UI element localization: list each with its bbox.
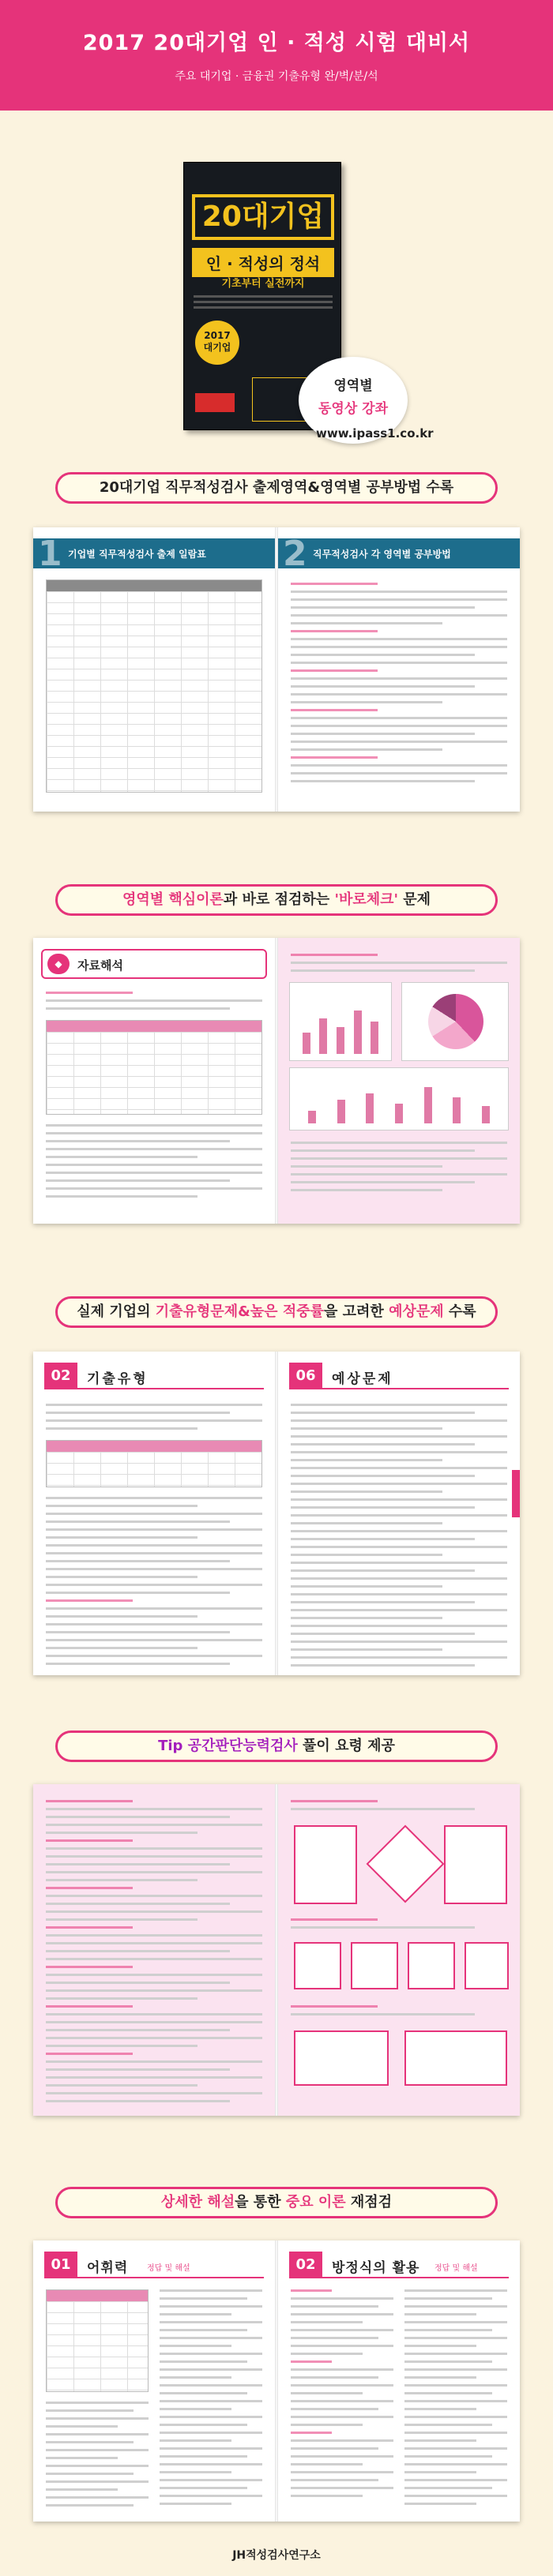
section-title-1 [55, 472, 498, 504]
spread-1-left-page [33, 527, 275, 812]
explanation-text [160, 2289, 262, 2510]
page-heading-sub: 정답 및 해설 [147, 2264, 190, 2273]
question-table [46, 1440, 262, 1487]
spread-3-right-page [278, 1352, 520, 1675]
page-heading-bar [41, 949, 267, 979]
banner-title: 2017 20대기업 인 · 적성 시험 대비서 [82, 31, 471, 55]
book-title: 20대기업 [192, 194, 334, 240]
figure-shape [444, 1825, 507, 1904]
tip-text [46, 1800, 262, 2108]
promo-line-2: 동영상 강좌 [318, 401, 389, 417]
book-description-lines [194, 295, 333, 312]
page-heading-bar [33, 534, 275, 574]
spread-5 [33, 2240, 520, 2522]
page-heading-bar [289, 2252, 509, 2278]
spread-1-right-page [278, 527, 520, 812]
solution-text-2 [404, 2289, 507, 2510]
figure-shape [367, 1825, 445, 1903]
page-heading: 직무적성검사 각 영역별 공부방법 [313, 549, 451, 560]
year-badge [195, 321, 239, 365]
spread-1 [33, 527, 520, 812]
pie-chart-figure [401, 982, 509, 1061]
top-banner [0, 0, 553, 111]
spatial-question-text-2 [291, 1918, 507, 1934]
page-number: 02 [289, 2252, 322, 2278]
page-heading: 기업별 직무적성검사 출제 일람표 [68, 549, 206, 560]
book-subtitle-2: 기초부터 실전까지 [221, 278, 305, 290]
figure-shape [294, 1942, 341, 1989]
spread-3 [33, 1352, 520, 1675]
section-3-heading-c: 을 고려한 [324, 1303, 389, 1320]
publisher-footer: JH적성검사연구소 [232, 2549, 321, 2562]
spread-2-right-page [278, 938, 520, 1224]
section-5-heading-a: 상세한 해설 [160, 2194, 235, 2210]
section-2-heading-b: 과 바로 점검하는 [223, 891, 335, 908]
area-chart-figure [289, 1067, 509, 1131]
page-heading-sub: 정답 및 해설 [434, 2264, 478, 2273]
publisher-logo [195, 393, 235, 412]
section-2-heading-d: 문제 [398, 891, 431, 908]
section-3-heading-d: 예상문제 [389, 1303, 444, 1320]
figure-shape [294, 1825, 357, 1904]
expected-question-text [291, 1404, 507, 1672]
section-1-heading: 20대기업 직무적성검사 출제영역&영역별 공부방법 수록 [99, 479, 454, 496]
chapter-icon: ◆ [47, 954, 70, 974]
spread-3-left-page [33, 1352, 275, 1675]
section-5-heading-b: 을 통한 [235, 2194, 286, 2210]
chapter-side-tab [512, 1470, 520, 1517]
section-2-heading-a: 영역별 핵심이론 [122, 891, 224, 908]
page-number: 2 [283, 534, 307, 574]
website-link[interactable]: www.ipass1.co.kr [316, 426, 434, 441]
spread-5-left-page [33, 2240, 275, 2522]
figure-shape [465, 1942, 509, 1989]
section-3-heading-e: 수록 [443, 1303, 476, 1320]
spread-2 [33, 938, 520, 1224]
page-heading-bar [289, 1363, 509, 1389]
section-title-2 [55, 884, 498, 916]
section-3-heading-a: 실제 기업의 [77, 1303, 156, 1320]
page-heading-bar [278, 534, 520, 574]
spread-4-right-page [278, 1784, 520, 2116]
spread-4-left-page [33, 1784, 275, 2116]
section-4-heading-a: Tip 공간판단능력검사 [158, 1738, 298, 1754]
page-heading: 기출유형 [87, 1371, 149, 1387]
page-heading-bar [44, 2252, 264, 2278]
section-3-heading-b: 기출유형문제&높은 적중률 [155, 1303, 324, 1320]
promo-line-1: 영역별 [333, 378, 373, 394]
section-5-heading-c: 중요 이론 [285, 2194, 346, 2210]
answer-grid [46, 2289, 149, 2392]
figure-shape [404, 2030, 507, 2086]
spatial-question-text [291, 1800, 507, 1816]
page-heading-bar [44, 1363, 264, 1389]
section-title-5 [55, 2187, 498, 2218]
figure-shape [351, 1942, 398, 1989]
page-number: 1 [38, 534, 62, 574]
section-4-heading-b: 풀이 요령 제공 [297, 1738, 395, 1754]
book-subtitle: 인 · 적성의 정석 [192, 248, 334, 277]
page-heading: 어휘력 [87, 2260, 129, 2276]
badge-label: 대기업 [203, 342, 231, 353]
explanation-text-2 [46, 2402, 149, 2512]
page-heading: 방정식의 활용 [332, 2260, 420, 2276]
study-method-text [291, 583, 507, 788]
theory-text-2 [46, 1124, 262, 1203]
page-heading: 자료해석 [77, 958, 123, 973]
badge-year: 2017 [204, 330, 231, 341]
spatial-question-text-3 [291, 2005, 507, 2021]
answer-options [291, 1142, 507, 1197]
section-2-heading-c: '바로체크' [334, 891, 399, 908]
past-question-text [46, 1404, 262, 1435]
banner-subtitle: 주요 대기업 · 금융권 기출유형 완/벽/분/석 [175, 70, 378, 83]
data-table [46, 1020, 262, 1115]
line-chart-figure [289, 982, 392, 1061]
section-5-heading-d: 재점검 [345, 2194, 393, 2210]
page-number: 02 [44, 1363, 77, 1389]
page-number: 01 [44, 2252, 77, 2278]
figure-shape [408, 1942, 455, 1989]
theory-text [46, 992, 262, 1015]
figure-shape [294, 2030, 389, 2086]
solution-text [291, 2289, 393, 2503]
spread-2-left-page [33, 938, 275, 1224]
exam-table [46, 579, 262, 793]
spread-5-right-page [278, 2240, 520, 2522]
page-number: 06 [289, 1363, 322, 1389]
spread-4 [33, 1784, 520, 2116]
past-question-text-2 [46, 1497, 262, 1670]
section-title-4 [55, 1730, 498, 1762]
check-question-text [291, 954, 507, 977]
page-heading: 예상문제 [332, 1371, 393, 1387]
section-title-3 [55, 1296, 498, 1328]
